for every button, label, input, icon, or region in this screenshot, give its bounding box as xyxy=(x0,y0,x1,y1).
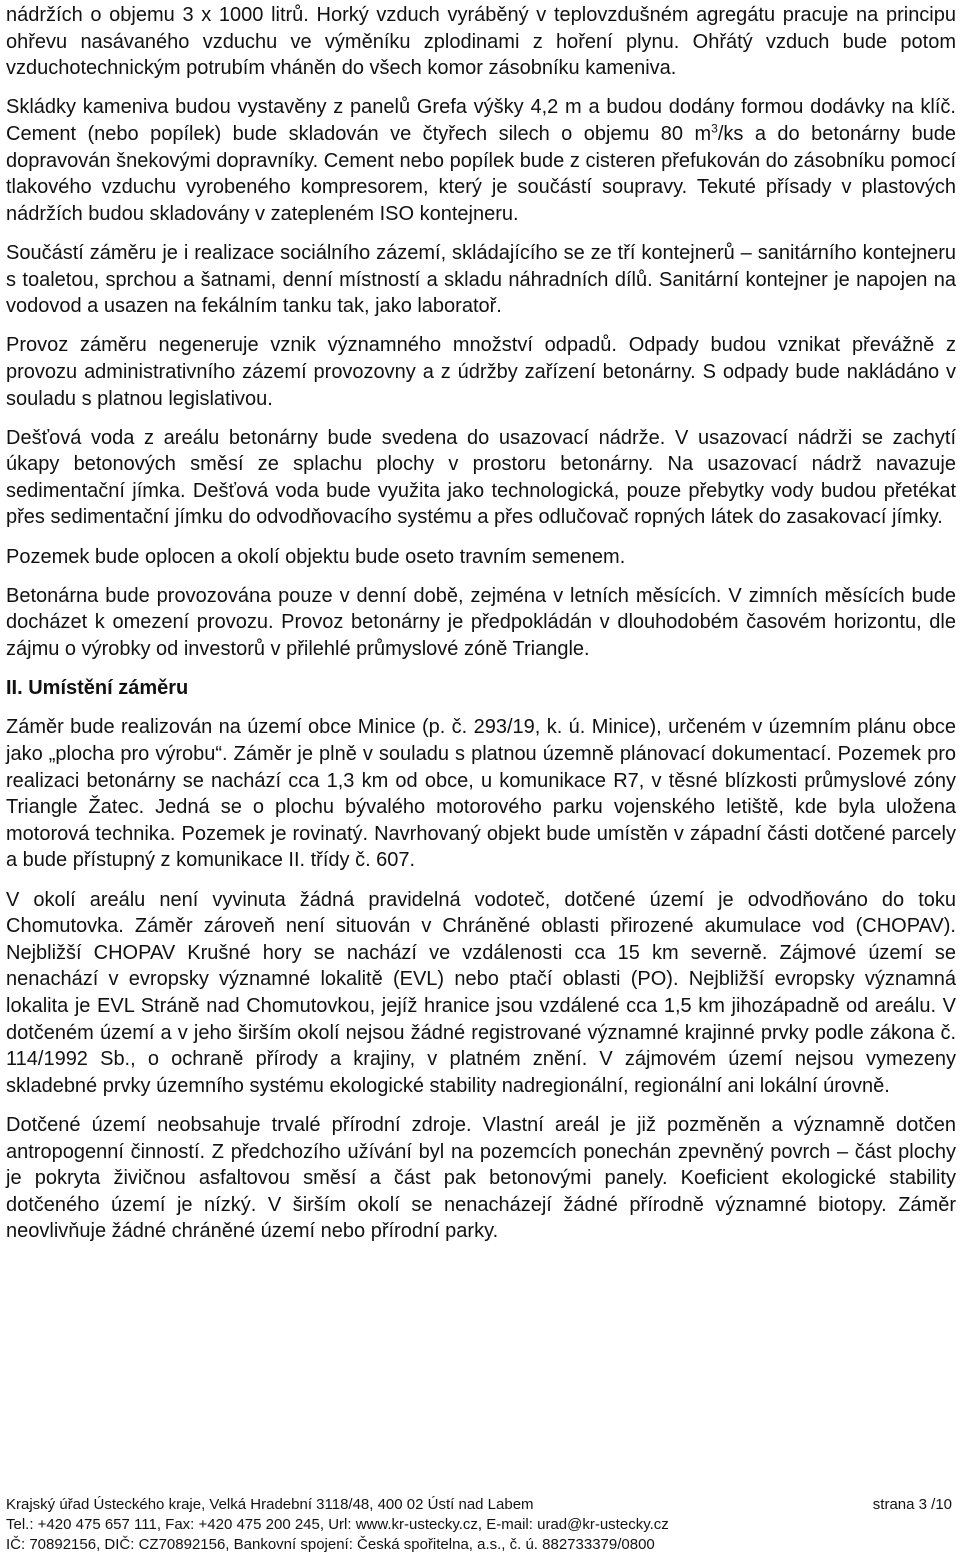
paragraph-natural-resources: Dotčené území neobsahuje trvalé přírodní zdroje. Vlastní areál je již pozměněn a významně dotčen antropogenní činností. Z předchozího užívání byl na pozemcích ponechán zpevněný povrch – část plochy je pokryta živičnou asfaltovou směsí a část pak betonovými panely. Koeficient ekologické stability dotčeného území je nízký. V širším okolí se nenacházejí žádné přírodně významné biotopy. Záměr neovlivňuje žádné chráněné území nebo přírodní parky. xyxy=(6,1113,956,1243)
footer-first-row xyxy=(6,1495,952,1515)
paragraph-aggregate-storage-part1: Skládky kameniva budou vystavěny z panelů Grefa výšky 4,2 m a budou dodány formou dodávky na klíč. Cement (nebo popílek) bude skladován ve čtyřech silech o objemu 80 m xyxy=(6,96,956,145)
paragraph-social-facilities: Součástí záměru je i realizace sociálního zázemí, skládajícího se ze tří kontejnerů – sanitárního kontejneru s toaletou, sprchou a šatnami, denní místností a skladu náhradních dílů. Sanitární kontejner je napojen na vodovod a usazen na fekálním tanku tak, jako laboratoř. xyxy=(6,241,956,318)
paragraph-aggregate-storage xyxy=(6,94,956,227)
paragraph-location: Záměr bude realizován na území obce Minice (p. č. 293/19, k. ú. Minice), určeném v územním plánu obce jako „plocha pro výrobu“. Záměr je plně v souladu s platnou územně plánovací dokumentací. Pozemek pro realizaci betonárny se nachází cca 1,3 km od obce, u komunikace R7, v těsné blízkosti průmyslové zóny Triangle Žatec. Jedná se o plochu bývalého motorového parku vojenského letiště, kde byla uložena motorová technika. Pozemek je rovinatý. Navrhovaný objekt bude umístěn v západní části dotčené parcely a bude přístupný z komunikace II. třídy č. 607. xyxy=(6,716,956,872)
paragraph-waste: Provoz záměru negeneruje vznik významného množství odpadů. Odpady budou vznikat převážně z provozu administrativního zázemí provozovny a z údržby zařízení betonárny. S odpady bude nakládáno v souladu s platnou legislativou. xyxy=(6,334,956,410)
paragraph-hot-air: nádržích o objemu 3 x 1000 litrů. Horký vzduch vyráběný v teplovzdušném agregátu pracuje na principu ohřevu nasávaného vzduchu ve výměníku zplodinami z hoření plynu. Ohřátý vzduch bude potom vzduchotechnickým potrubím vháněn do všech komor zásobníku kameniva. xyxy=(6,4,956,80)
page-footer xyxy=(6,1495,952,1555)
paragraph-surroundings: V okolí areálu není vyvinuta žádná pravidelná vodoteč, dotčené území je odvodňováno do toku Chomutovka. Záměr zároveň není situován v Chráněné oblasti přirozené akumulace vod (CHOPAV). Nejbližší CHOPAV Krušné hory se nachází ve vzdálenosti cca 15 km severně. Zájmové území se nenachází v evropsky významné lokalitě (EVL) nebo ptačí oblasti (PO). Nejbližší evropsky významná lokalita je EVL Stráně nad Chomutovkou, jejíž hranice jsou vzdálené cca 1,5 km jihozápadně od areálu. V dotčeném území a v jeho širším okolí nejsou žádné registrované významné krajinné prvky podle zákona č. 114/1992 Sb., o ochraně přírody a krajiny, v platném znění. V zájmovém území nejsou vymezeny skladebné prvky územního systému ekologické stability nadregionální, regionální ani lokální úrovně. xyxy=(6,888,956,1097)
paragraph-rainwater: Dešťová voda z areálu betonárny bude svedena do usazovací nádrže. V usazovací nádrži se zachytí úkapy betonových směsí ze splachu plochy v prostoru betonárny. Na usazovací nádrž navazuje sedimentační jímka. Dešťová voda bude využita jako technologická, pouze přebytky vody budou přetékat přes sedimentační jímku do odvodňovacího systému a přes odlučovač ropných látek do zasakovací jímky. xyxy=(6,426,956,529)
footer-ids: IČ: 70892156, DIČ: CZ70892156, Bankovní spojení: Česká spořitelna, a.s., č. ú. 882733379/0800 xyxy=(6,1536,655,1553)
section-heading: II. Umístění záměru xyxy=(6,677,189,700)
paragraph-operation: Betonárna bude provozována pouze v denní době, zejména v letních měsících. V zimních měsících bude docházet k omezení provozu. Provoz betonárny je předpokládán v dlouhodobém časovém horizontu, dle zájmu o výrobky od investorů v přilehlé průmyslové zóně Triangle. xyxy=(6,584,956,661)
document-page xyxy=(6,0,956,1257)
cubic-superscript: 3 xyxy=(711,121,718,136)
paragraph-aggregate-storage-part2: /ks a do betonárny bude dopravován šnekovými dopravníky. Cement nebo popílek bude z cisteren přefukován do zásobníku pomocí tlakového vzduchu vyrobeného kompresorem, který je součástí soupravy. Tekuté přísady v plastových nádržích budou skladovány v zatepleném ISO kontejneru. xyxy=(6,122,956,225)
paragraph-fencing: Pozemek bude oplocen a okolí objektu bude oseto travním semenem. xyxy=(6,545,626,568)
page-number: strana 3 /10 xyxy=(872,1496,952,1513)
footer-address: Krajský úřad Ústeckého kraje, Velká Hradební 3118/48, 400 02 Ústí nad Labem xyxy=(6,1496,534,1513)
footer-contacts: Tel.: +420 475 657 111, Fax: +420 475 200 245, Url: www.kr-ustecky.cz, E-mail: urad@kr-ustecky.cz xyxy=(6,1516,669,1533)
